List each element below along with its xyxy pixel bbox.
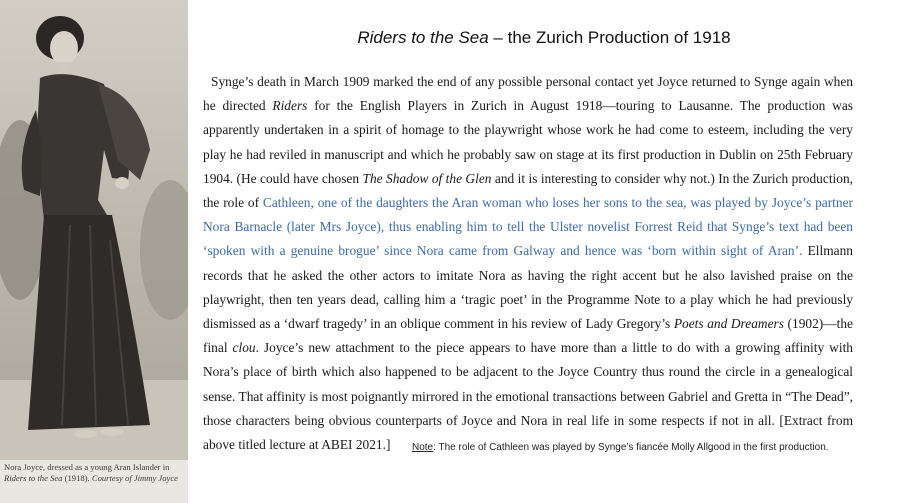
photo-panel	[0, 0, 188, 503]
note-label: Note	[412, 442, 434, 453]
body-paragraph: Synge’s death in March 1909 marked the end of any possible personal contact yet Joyce returned to Synge again when he directed Riders for the English Players in Zurich in August 1918—touring to Lausanne. The production was apparently undertaken in a spirit of homage to the playwright whose work he had come to esteem, including the very play he had reviled in manuscript and which he probably saw on stage at its first production in Dublin on 25th February 1904. (He could have chosen The Shadow of the Glen and it is interesting to consider why not.) In the Zurich production, the role of Cathleen, one of the daughters the Aran woman who loses her sons to the sea, was played by Joyce’s partner Nora Barnacle (later Mrs Joyce), thus enabling him to tell the Ulster novelist Forrest Reid that Synge’s text had been ‘spoken with a genuine brogue’ since Nora came from Galway and hence was ‘born within sight of Aran’. Ellmann records that he asked the other actors to imitate Nora as having the right accent but he also lavished praise on the playwright, then ten years dead, calling him a ‘tragic poet’ in the Programme Note to a play which he had previously dismissed as a ‘dwarf tragedy’ in an oblique comment in his review of Lady Gregory’s Poets and Dreamers (1902)—the final clou. Joyce’s new attachment to the piece appears to have more than a little to do with a growing affinity with Nora’s place of birth which also happened to be adjacent to the Joyce Country thus round the circle in a genealogical sense. That affinity is most poignantly mirrored in the emotional transactions between Gabriel and Gretta in “The Dead”, those characters being obvious counterparts of Joyce and Nora in real life in some respects if not in all. [Extract from above titled lecture at ABEI 2021.]	[203, 74, 854, 453]
nora-joyce-photo	[0, 0, 188, 460]
highlighted-passage: Cathleen, one of the daughters the Aran woman who loses her sons to the sea, was played by Joyce’s partner Nora Barnacle (later Mrs Joyce), thus enabling him to tell the Ulster novelist Forrest Reid that Synge’s text had been ‘spoken with a genuine brogue’ since Nora came from Galway and hence was ‘born within sight of Aran’.	[203, 195, 854, 259]
page-title: Riders to the Sea – the Zurich Production of 1918	[357, 28, 731, 47]
footnote: Note: The role of Cathleen was played by Synge’s fiancée Molly Allgood in the first production.	[412, 442, 829, 453]
photo-caption: Nora Joyce, dressed as a young Aran Islander in Riders to the Sea (1918). Courtesy of Jimmy Joyce	[4, 462, 178, 483]
